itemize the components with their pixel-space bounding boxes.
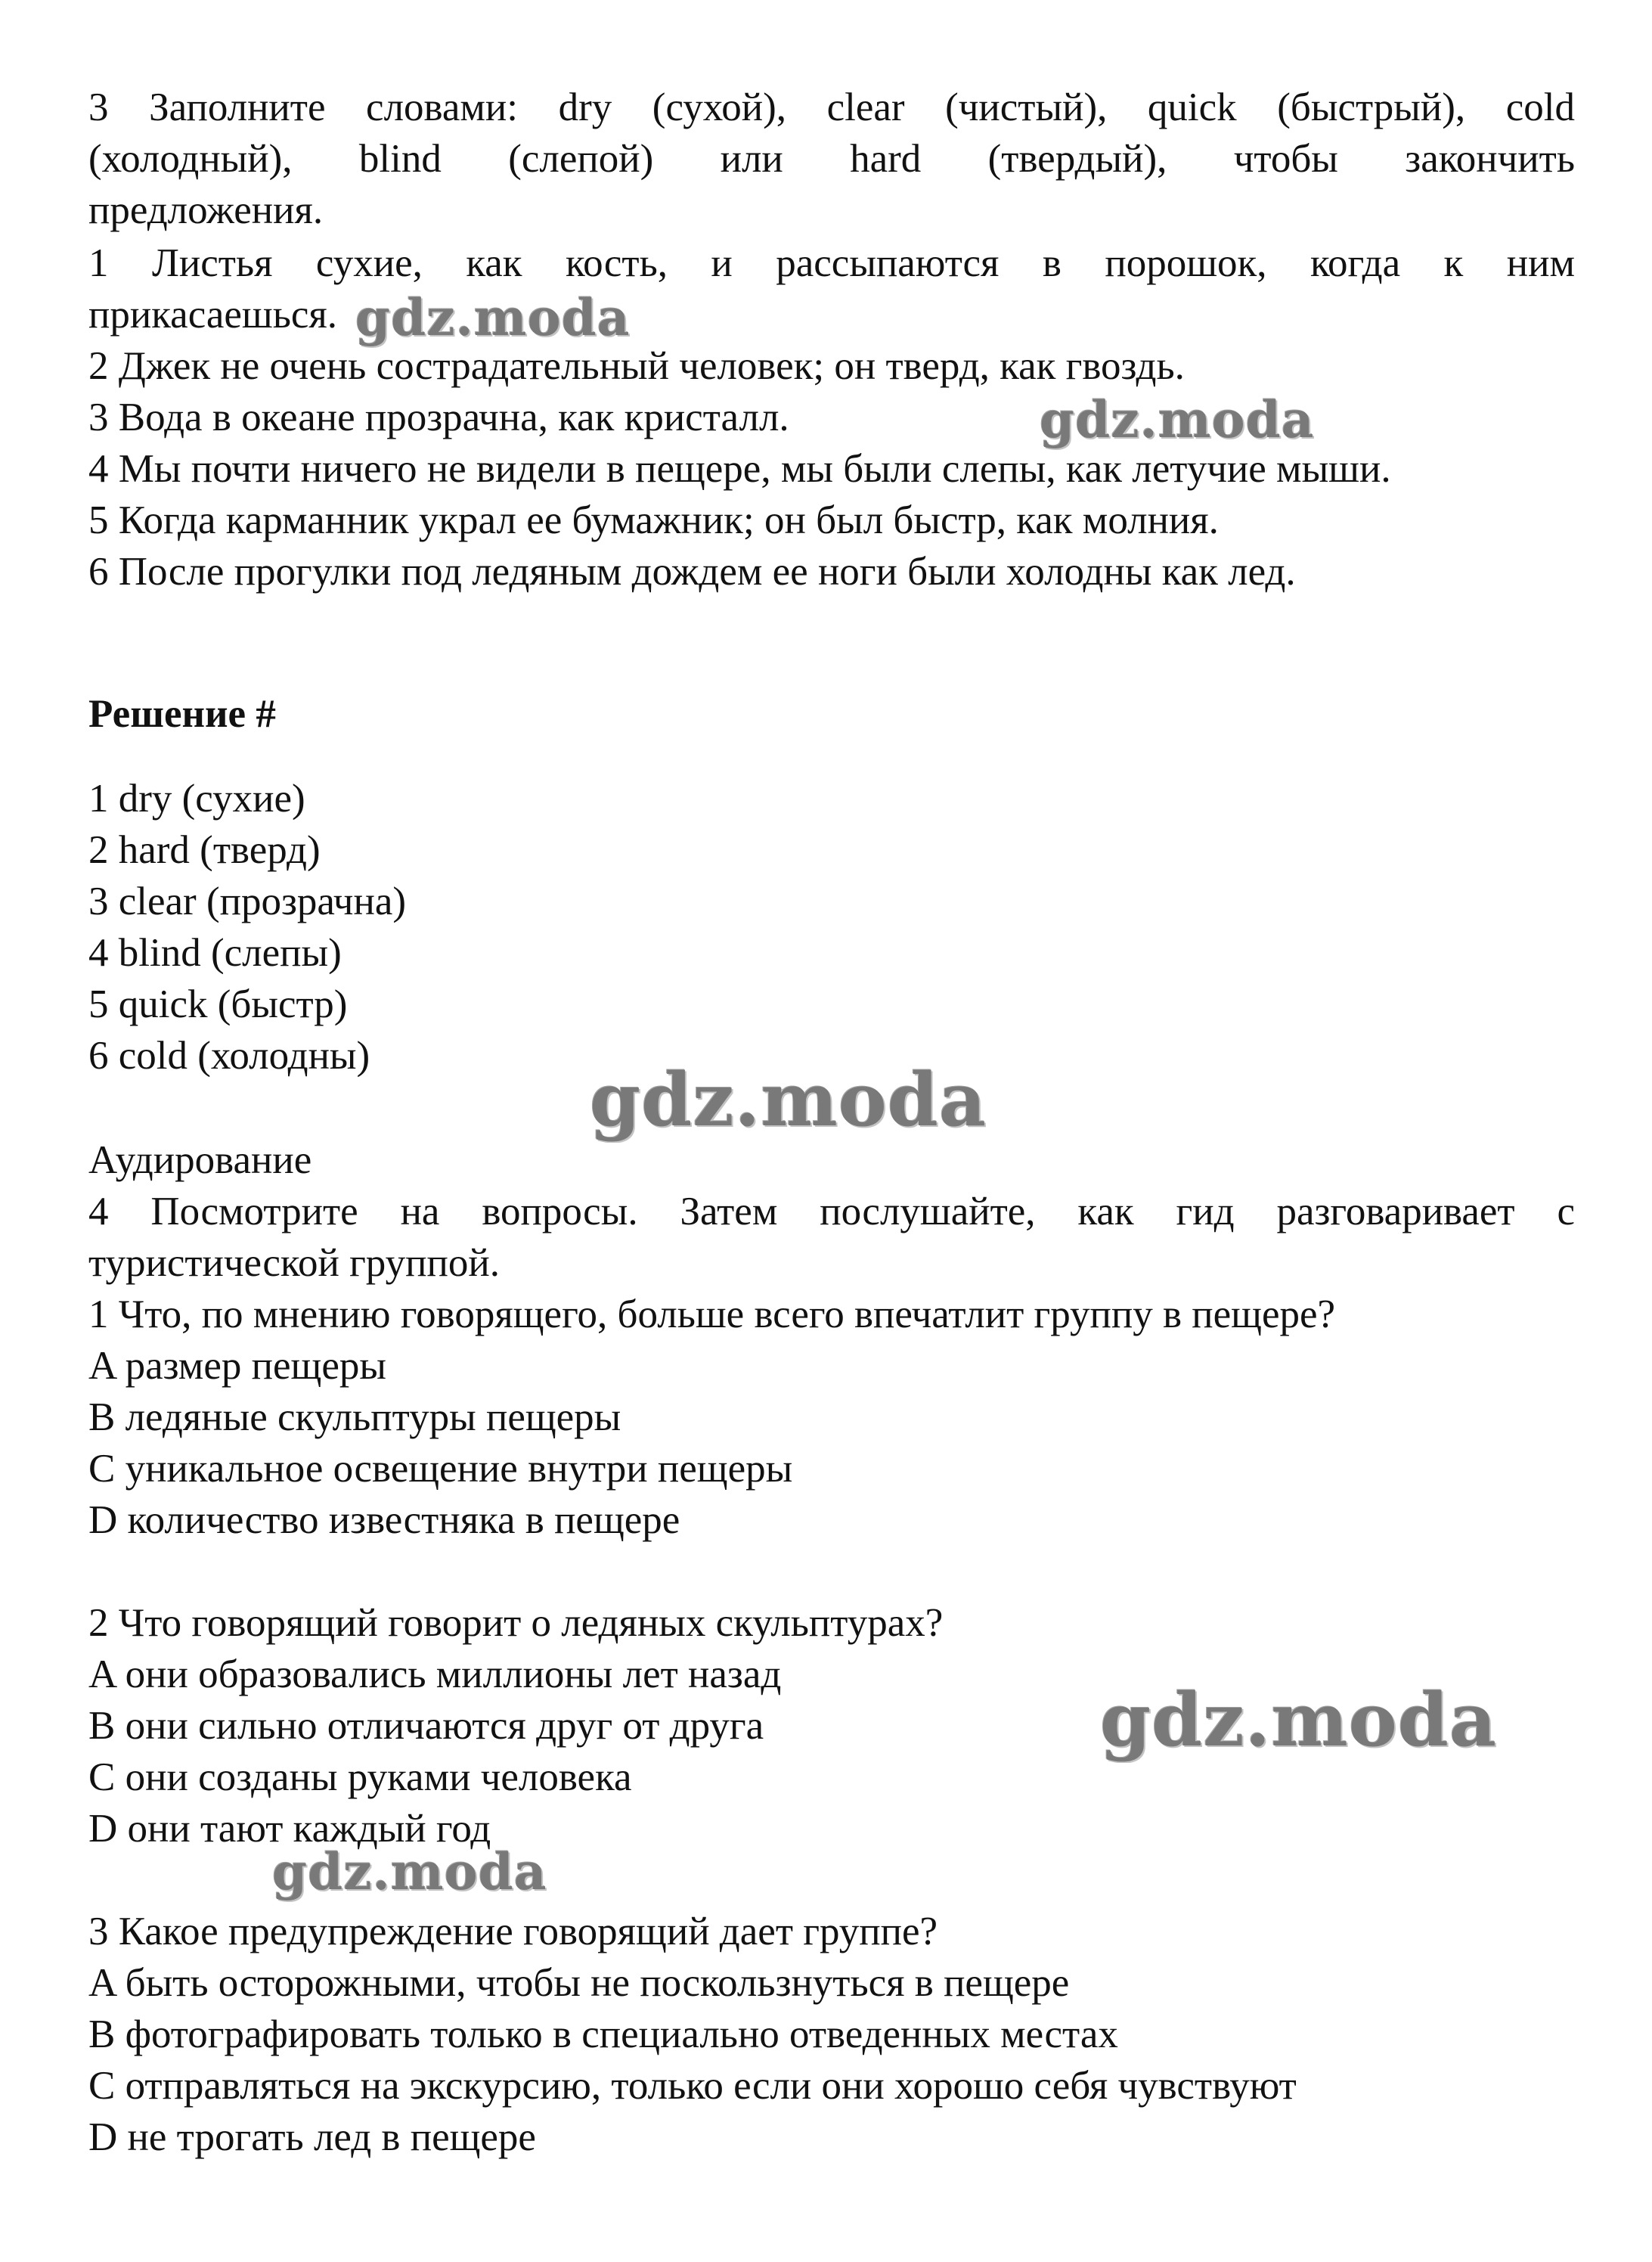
- sentence-3: 3 Вода в океане прозрачна, как кристалл.: [88, 396, 789, 439]
- question-2: 2 Что говорящий говорит о ледяных скульптурах?: [88, 1601, 944, 1645]
- question-1: 1 Что, по мнению говорящего, больше всего впечатлит группу в пещере?: [88, 1292, 1336, 1336]
- watermark-logo: gdz.moda: [1100, 1677, 1498, 1763]
- question-1-option-a: A размер пещеры: [88, 1344, 386, 1388]
- solution-heading: Решение #: [88, 692, 276, 736]
- question-2-option-b: B они сильно отличаются друг от друга: [88, 1704, 764, 1748]
- answer-1: 1 dry (сухие): [88, 777, 305, 821]
- question-2-option-a: A они образовались миллионы лет назад: [88, 1652, 782, 1696]
- answer-4: 4 blind (слепы): [88, 931, 342, 975]
- question-2-option-d: D они тают каждый год: [88, 1807, 491, 1851]
- sentence-1-line-2: прикасаешься.: [88, 293, 338, 337]
- exercise-3-instruction-line-3: предложения.: [88, 188, 324, 232]
- question-1-option-d: D количество известняка в пещере: [88, 1498, 680, 1542]
- question-1-option-c: C уникальное освещение внутри пещеры: [88, 1447, 793, 1491]
- watermark-logo: gdz.moda: [355, 288, 631, 347]
- sentence-2: 2 Джек не очень сострадательный человек; он тверд, как гвоздь.: [88, 344, 1185, 388]
- listening-instruction-line-1: 4 Посмотрите на вопросы. Затем послушайте, как гид разговаривает с: [88, 1190, 1575, 1233]
- question-1-option-b: B ледяные скульптуры пещеры: [88, 1395, 621, 1439]
- question-3-option-b: B фотографировать только в специально отведенных местах: [88, 2012, 1118, 2056]
- question-3-option-a: A быть осторожными, чтобы не поскользнуться в пещере: [88, 1961, 1070, 2005]
- watermark-logo: gdz.moda: [590, 1057, 987, 1143]
- answer-2: 2 hard (тверд): [88, 828, 321, 872]
- answer-3: 3 clear (прозрачна): [88, 880, 406, 923]
- watermark-logo: gdz.moda: [272, 1842, 547, 1901]
- answer-5: 5 quick (быстр): [88, 982, 348, 1026]
- watermark-logo: gdz.moda: [1040, 390, 1315, 449]
- sentence-1-line-1: 1 Листья сухие, как кость, и рассыпаются в порошок, когда к ним: [88, 241, 1575, 285]
- question-3: 3 Какое предупреждение говорящий дает группе?: [88, 1910, 938, 1953]
- sentence-4: 4 Мы почти ничего не видели в пещере, мы были слепы, как летучие мыши.: [88, 447, 1391, 491]
- exercise-3-instruction-line-2: (холодный), blind (слепой) или hard (твердый), чтобы закончить: [88, 137, 1575, 181]
- listening-instruction-line-2: туристической группой.: [88, 1241, 500, 1285]
- sentence-6: 6 После прогулки под ледяным дождем ее ноги были холодны как лед.: [88, 550, 1296, 594]
- exercise-3-instruction-line-1: 3 Заполните словами: dry (сухой), clear (чистый), quick (быстрый), cold: [88, 85, 1575, 129]
- answer-6: 6 cold (холодны): [88, 1034, 370, 1078]
- listening-heading: Аудирование: [88, 1138, 312, 1182]
- question-3-option-c: C отправляться на экскурсию, только если они хорошо себя чувствуют: [88, 2064, 1297, 2108]
- question-3-option-d: D не трогать лед в пещере: [88, 2115, 536, 2159]
- sentence-5: 5 Когда карманник украл ее бумажник; он был быстр, как молния.: [88, 498, 1219, 542]
- question-2-option-c: C они созданы руками человека: [88, 1755, 632, 1799]
